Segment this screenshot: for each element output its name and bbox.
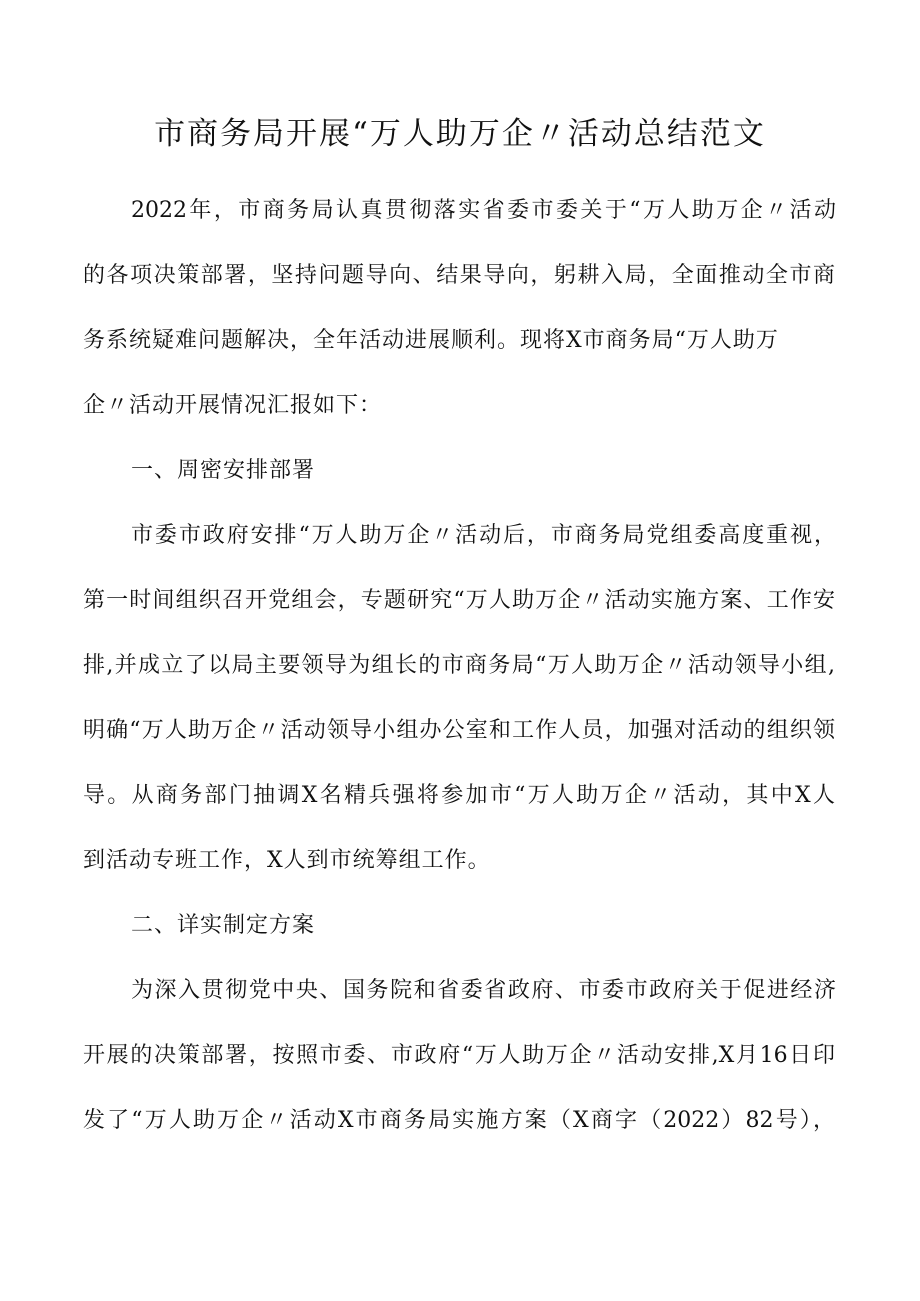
paragraph-line: 企〃活动开展情况汇报如下： [83, 393, 383, 418]
section-heading: 二、详实制定方案 [131, 913, 316, 938]
paragraph-line: 排,并成立了以局主要领导为组长的市商务局“万人助万企〃活动领导小组, [83, 653, 835, 678]
paragraph-line: 开展的决策部署，按照市委、市政府“万人助万企〃活动安排,X月16日印 [83, 1043, 835, 1068]
section-heading: 一、周密安排部署 [131, 458, 316, 483]
paragraph-line: 明确“万人助万企〃活动领导小组办公室和工作人员，加强对活动的组织领 [83, 718, 835, 743]
paragraph-line: 的各项决策部署，坚持问题导向、结果导向，躬耕入局，全面推动全市商 [83, 263, 835, 288]
paragraph-line: 为深入贯彻党中央、国务院和省委省政府、市委市政府关于促进经济 [131, 978, 836, 1003]
paragraph-line: 导。从商务部门抽调X名精兵强将参加市“万人助万企〃活动，其中X人 [83, 783, 835, 808]
paragraph-line: 2022年，市商务局认真贯彻落实省委市委关于“万人助万企〃活动 [131, 198, 836, 223]
paragraph-line: 第一时间组织召开党组会，专题研究“万人助万企〃活动实施方案、工作安 [83, 588, 835, 613]
document-title: 市商务局开展“万人助万企〃活动总结范文 [154, 116, 766, 152]
paragraph-line: 到活动专班工作，X人到市统筹组工作。 [83, 848, 491, 873]
paragraph-line: 市委市政府安排“万人助万企〃活动后，市商务局党组委高度重视， [131, 523, 836, 548]
paragraph-line: 发了“万人助万企〃活动X市商务局实施方案（X商字（2022）82号）， [83, 1108, 835, 1133]
paragraph-line: 务系统疑难问题解决，全年活动进展顺利。现将X市商务局“万人助万 [83, 328, 779, 353]
